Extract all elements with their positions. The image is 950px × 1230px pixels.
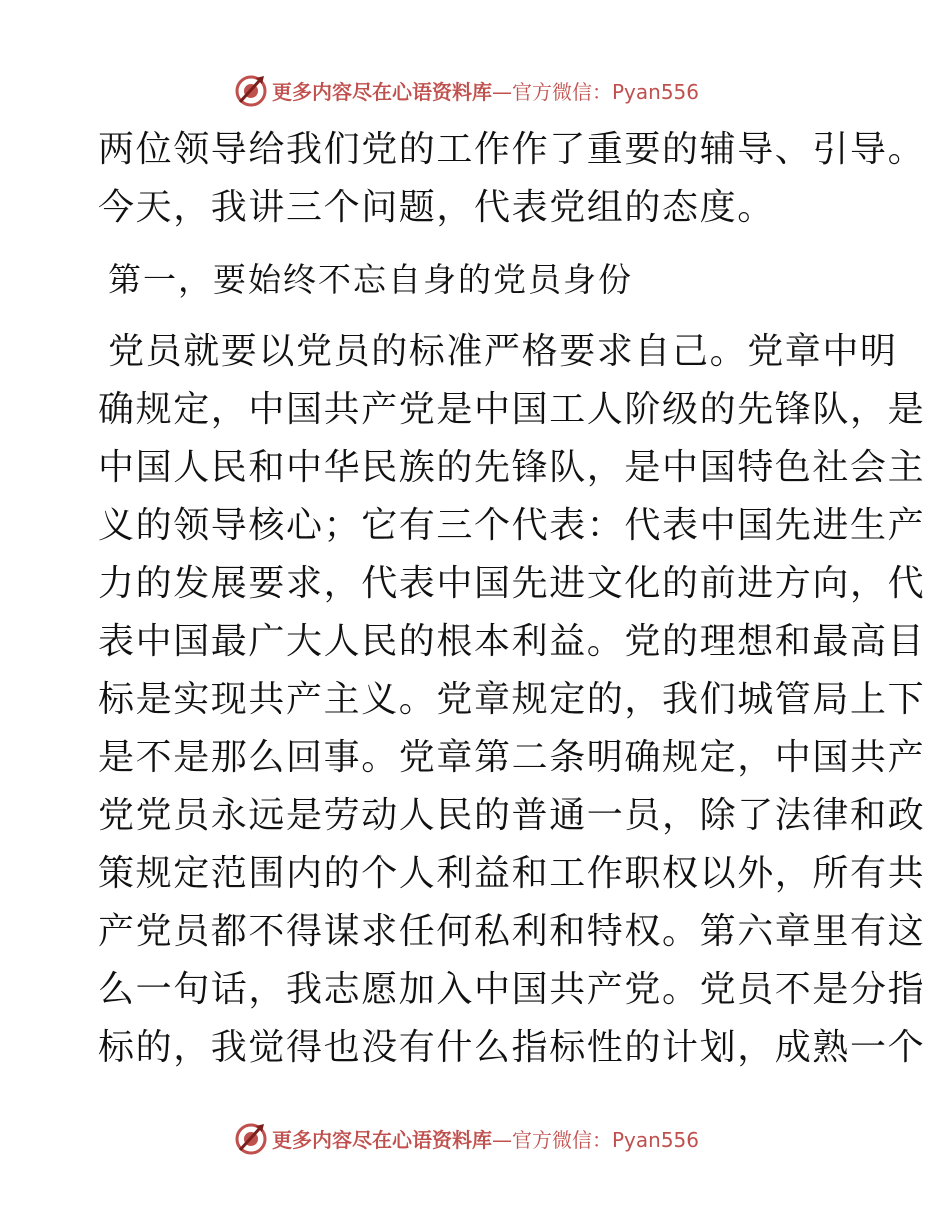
paragraph-line: 表中国最广大人民的根本利益。党的理想和最高目 xyxy=(98,621,926,662)
paragraph-line: 产党员都不得谋求任何私利和特权。第六章里有这 xyxy=(98,911,926,952)
paragraph-line: 是不是那么回事。党章第二条明确规定，中国共产 xyxy=(98,737,926,778)
section-heading: 第一，要始终不忘自身的党员身份 xyxy=(108,260,633,299)
paragraph-line: 策规定范围内的个人利益和工作职权以外，所有共 xyxy=(98,853,926,894)
banner-text xyxy=(272,78,699,106)
paragraph-line: 中国人民和中华民族的先锋队，是中国特色社会主 xyxy=(98,447,926,488)
pen-logo-icon xyxy=(234,74,268,108)
intro-line: 今天，我讲三个问题，代表党组的态度。 xyxy=(98,187,775,228)
paragraph-line: 么一句话，我志愿加入中国共产党。党员不是分指 xyxy=(98,969,926,1010)
banner-text xyxy=(272,1126,699,1154)
paragraph-line: 确规定，中国共产党是中国工人阶级的先锋队，是 xyxy=(98,389,926,430)
banner-account: Pyan556 xyxy=(612,80,700,104)
header-banner xyxy=(0,72,950,112)
paragraph-line: 标是实现共产主义。党章规定的，我们城管局上下 xyxy=(98,679,926,720)
banner-account: Pyan556 xyxy=(612,1128,700,1152)
paragraph-line: 标的，我觉得也没有什么指标性的计划，成熟一个 xyxy=(98,1027,926,1068)
pen-logo-icon xyxy=(234,1122,268,1156)
paragraph-line: 党党员永远是劳动人民的普通一员，除了法律和政 xyxy=(98,795,926,836)
banner-dash: — xyxy=(492,1128,512,1152)
banner-site-text: 更多内容尽在心语资料库 xyxy=(272,80,492,104)
intro-line: 两位领导给我们党的工作作了重要的辅导、引导。 xyxy=(98,129,926,170)
banner-dash: — xyxy=(492,80,512,104)
banner-wechat-label: 官方微信： xyxy=(512,80,612,104)
paragraph-line: 义的领导核心；它有三个代表：代表中国先进生产 xyxy=(98,505,926,546)
paragraph-line: 党员就要以党员的标准严格要求自己。党章中明 xyxy=(108,331,898,372)
paragraph-line: 力的发展要求，代表中国先进文化的前进方向，代 xyxy=(98,563,926,604)
banner-wechat-label: 官方微信： xyxy=(512,1128,612,1152)
banner-site-text: 更多内容尽在心语资料库 xyxy=(272,1128,492,1152)
footer-banner xyxy=(0,1120,950,1160)
